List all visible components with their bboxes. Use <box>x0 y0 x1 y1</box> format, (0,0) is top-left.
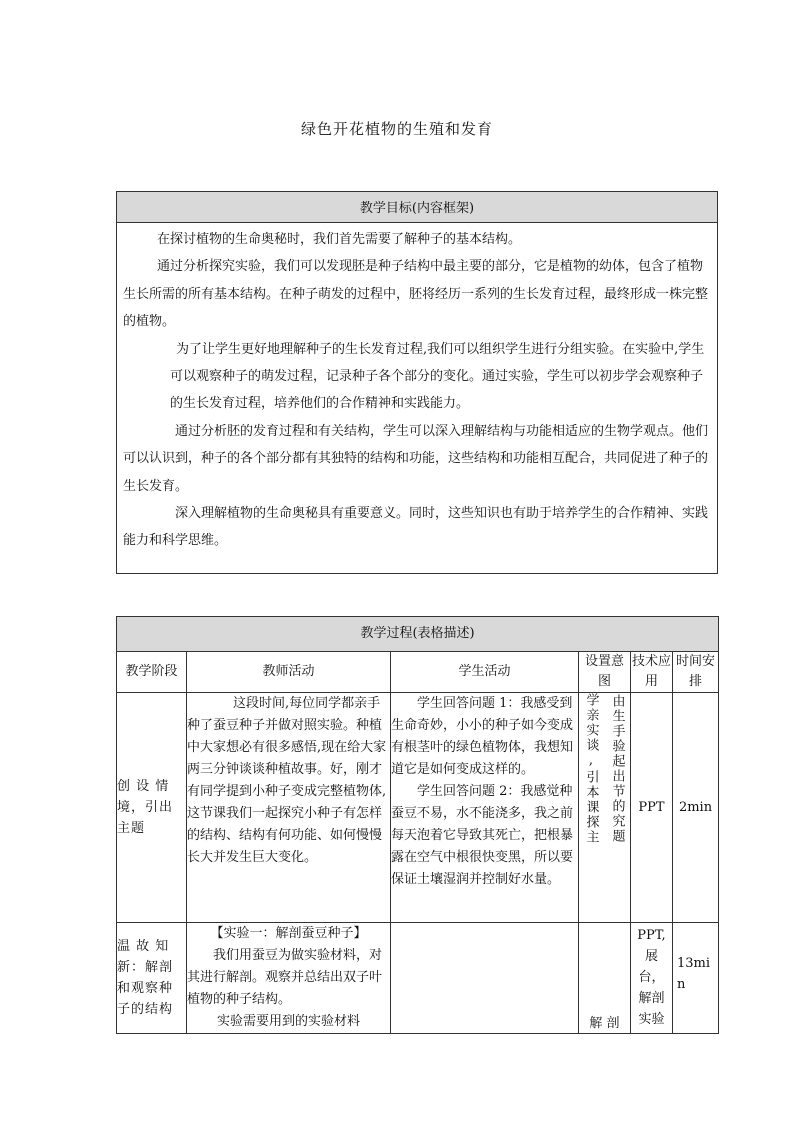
teacher-text: 我们用蚕豆为做实验材料，对其进行解剖。观察并总结出双子叶植物的种子结构。 <box>187 948 383 1007</box>
objectives-paragraph: 为了让学生更好地理解种子的生长发育过程,我们可以组织学生进行分组实验。在实验中,学生可以观察种子的萌发过程，记录种子各个部分的变化。通过实验，学生可以初步学会观察种子的生长发育过程，培养他们的合作精神和实践能力。 <box>170 341 705 412</box>
objectives-paragraph: 通过分析探究实验，我们可以发现胚是种子结构中最主要的部分，它是植物的幼体，包含了植物生长所需的所有基本结构。在种子萌发的过程中，胚将经历一系列的生长发育过程，最终形成一株完整的植物。 <box>123 259 709 330</box>
objectives-paragraph: 在探讨植物的生命奥秘时，我们首先需要了解种子的基本结构。 <box>157 232 522 247</box>
design-text: 学亲实谈,引本课探主 <box>583 693 599 845</box>
table-cell-time: 2min <box>673 693 719 923</box>
table-cell-student <box>391 923 579 1034</box>
table-cell-tech: PPT,展台，解剖实验 <box>631 923 673 1034</box>
objectives-paragraph: 深入理解植物的生命奥秘具有重要意义。同时，这些知识也有助于培养学生的合作精神、实践能力和科学思维。 <box>123 506 709 549</box>
teacher-text: 这段时间,每位同学都亲手种了蚕豆种子并做对照实验。种植中大家想必有很多感悟,现在给大家两三分钟谈谈种植故事。好，刚才有同学提到小种子变成完整植物体,这节课我们一起探究小种子有怎样的结构、结构有何功能、如何慢慢长大并发生巨大变化。 <box>187 696 387 865</box>
column-header-teacher: 教师活动 <box>187 652 391 693</box>
table-cell-teacher <box>187 693 391 923</box>
objectives-heading: 教学目标(内容框架) <box>117 192 717 223</box>
experiment-title: 【实验一：解剖蚕豆种子】 <box>210 926 367 941</box>
process-table <box>116 616 719 1034</box>
column-header-time: 时间安排 <box>673 652 719 693</box>
column-header-tech: 技术应用 <box>631 652 673 693</box>
page-title: 绿色开花植物的生殖和发育 <box>300 120 493 138</box>
process-heading: 教学过程(表格描述) <box>117 617 719 652</box>
objectives-table <box>116 191 718 574</box>
column-header-stage: 教学阶段 <box>117 652 187 693</box>
table-cell-stage: 创 设 情境，引出主题 <box>117 693 187 923</box>
table-cell-tech: PPT <box>631 693 673 923</box>
table-cell-student <box>391 693 579 923</box>
table-cell-time: 13min <box>673 923 719 1034</box>
design-text: 由生手验起出节的究题 <box>609 694 625 844</box>
table-cell-stage: 温 故 知新：解剖和观察种子的结构 <box>117 923 187 1034</box>
column-header-student: 学生活动 <box>391 652 579 693</box>
student-answer: 学生回答问题 1：我感受到生命奇妙，小小的种子如今变成有根茎叶的绿色植物体，我想知道它是如何变成这样的。 <box>391 696 574 777</box>
objectives-paragraph: 通过分析胚的发育过程和有关结构，学生可以深入理解结构与功能相适应的生物学观点。他们可以认识到，种子的各个部分都有其独特的结构和功能，这些结构和功能相互配合，共同促进了种子的生长发育。 <box>123 423 709 494</box>
teacher-text: 实验需要用到的实验材料 <box>217 1014 361 1029</box>
table-cell-teacher <box>187 923 391 1034</box>
objectives-body <box>117 223 717 555</box>
student-answer: 学生回答问题 2：我感觉种蚕豆不易，水不能浇多，我之前每天泡着它导致其死亡，把根暴露在空气中根很快变黑，所以要保证土壤湿润并控制好水量。 <box>391 784 574 887</box>
table-cell-design <box>579 693 631 923</box>
column-header-design: 设置意图 <box>579 652 631 693</box>
table-cell-design: 解 剖 <box>579 923 631 1034</box>
